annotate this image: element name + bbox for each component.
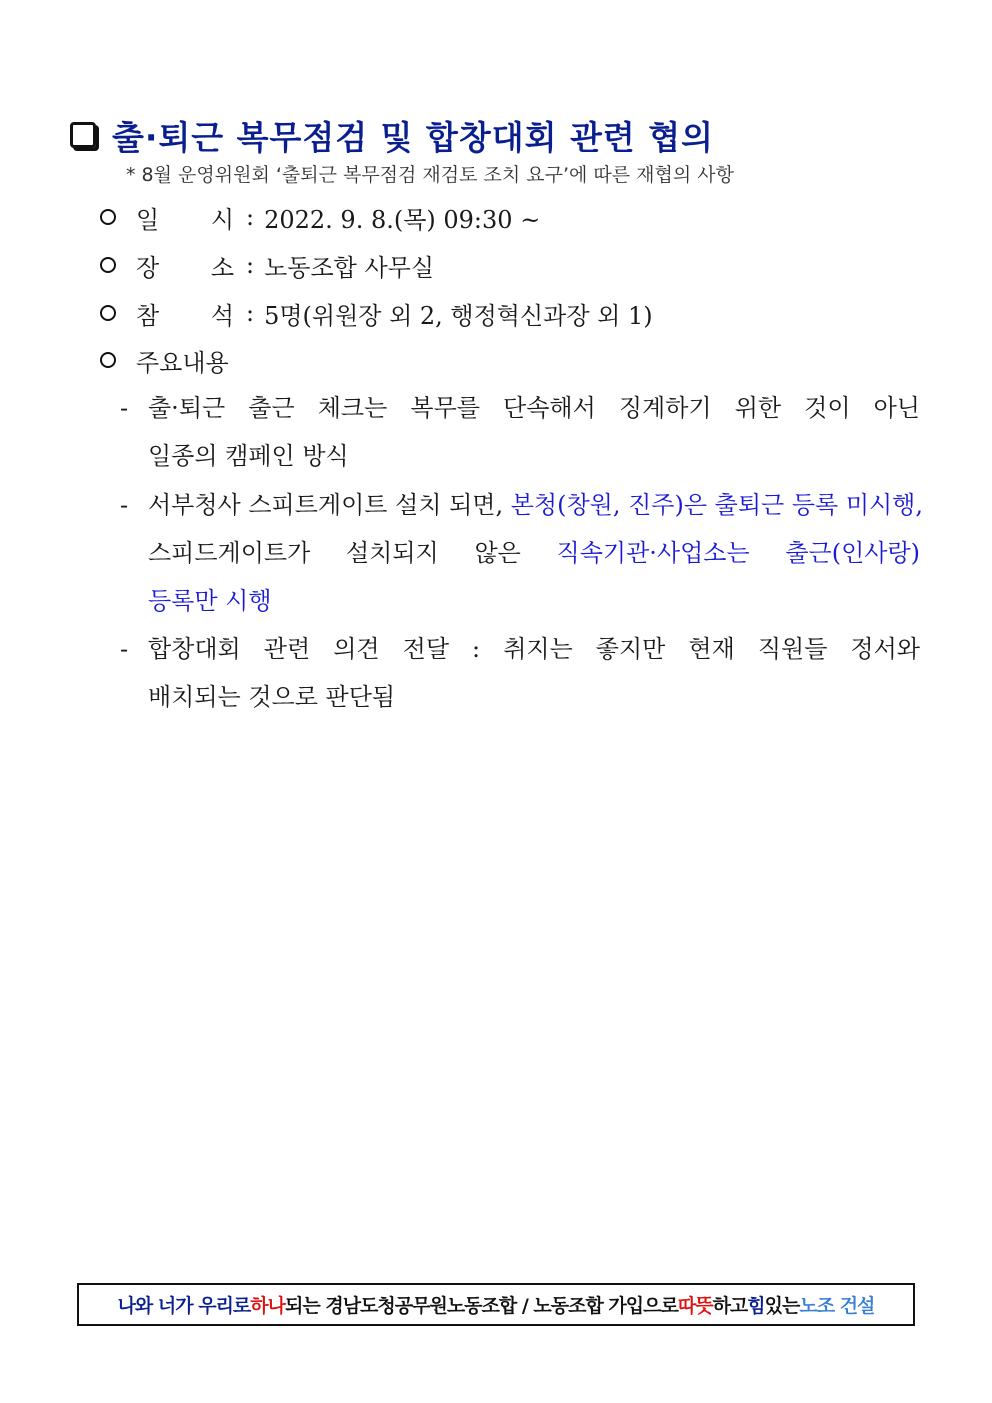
main-content-label: 주요내용: [136, 348, 229, 377]
item-line: 서부청사 스피트게이트 설치 되면, 본청(창원, 진주)은 출퇴근 등록 미시행,: [148, 491, 923, 519]
dash-marker: -: [120, 394, 129, 422]
info-label: 장 소: [136, 253, 234, 282]
dash-marker: -: [120, 491, 129, 519]
info-colon: :: [246, 203, 255, 231]
heading-title: 출·퇴근 복무점검 및 합창대회 관련 협의: [112, 117, 715, 157]
item-line: 일종의 캠페인 방식: [148, 442, 349, 470]
dash-marker: -: [120, 635, 129, 663]
highlight-line: 등록만 시행: [148, 587, 272, 615]
info-row-attendees: [100, 293, 653, 333]
info-value: 2022. 9. 8.(목) 09:30 ~: [264, 205, 541, 234]
circle-bullet-icon: [100, 257, 116, 273]
section-heading: [70, 110, 714, 160]
info-colon: :: [246, 251, 255, 279]
reference-note: * 8월 운영위원회 ‘출퇴근 복무점검 재검토 조치 요구’에 따른 재협의 사항: [126, 164, 734, 186]
circle-bullet-icon: [100, 209, 116, 225]
highlight-text: 직속기관·사업소는 출근(인사랑): [556, 539, 920, 567]
item-line: 출·퇴근 출근 체크는 복무를 단속해서 징계하기 위한 것이 아닌: [148, 394, 920, 422]
item-line: 스피드게이트가 설치되지 않은 직속기관·사업소는 출근(인사랑): [148, 539, 920, 567]
info-value: 노동조합 사무실: [264, 253, 435, 282]
item-line: 배치되는 것으로 판단됨: [148, 683, 396, 711]
info-label: 참 석: [136, 301, 234, 330]
info-row-date: [100, 197, 540, 237]
main-content-row: [100, 340, 229, 380]
info-label: 일 시: [136, 205, 234, 234]
footer-slogan: 나와 너가 우리로 하나 되는 경남도청공무원노동조합 / 노동조합 가입으로 따뜻 하고 힘 있는 노조 건설: [77, 1283, 915, 1326]
checkbox-icon: [70, 122, 96, 148]
circle-bullet-icon: [100, 352, 116, 368]
highlight-text: 본청(창원, 진주)은 출퇴근 등록 미시행,: [510, 491, 923, 519]
circle-bullet-icon: [100, 305, 116, 321]
info-colon: :: [246, 299, 255, 327]
info-value: 5명(위원장 외 2, 행정혁신과장 외 1): [264, 301, 653, 330]
info-row-place: [100, 245, 434, 285]
item-line: 합창대회 관련 의견 전달 : 취지는 좋지만 현재 직원들 정서와: [148, 635, 920, 663]
